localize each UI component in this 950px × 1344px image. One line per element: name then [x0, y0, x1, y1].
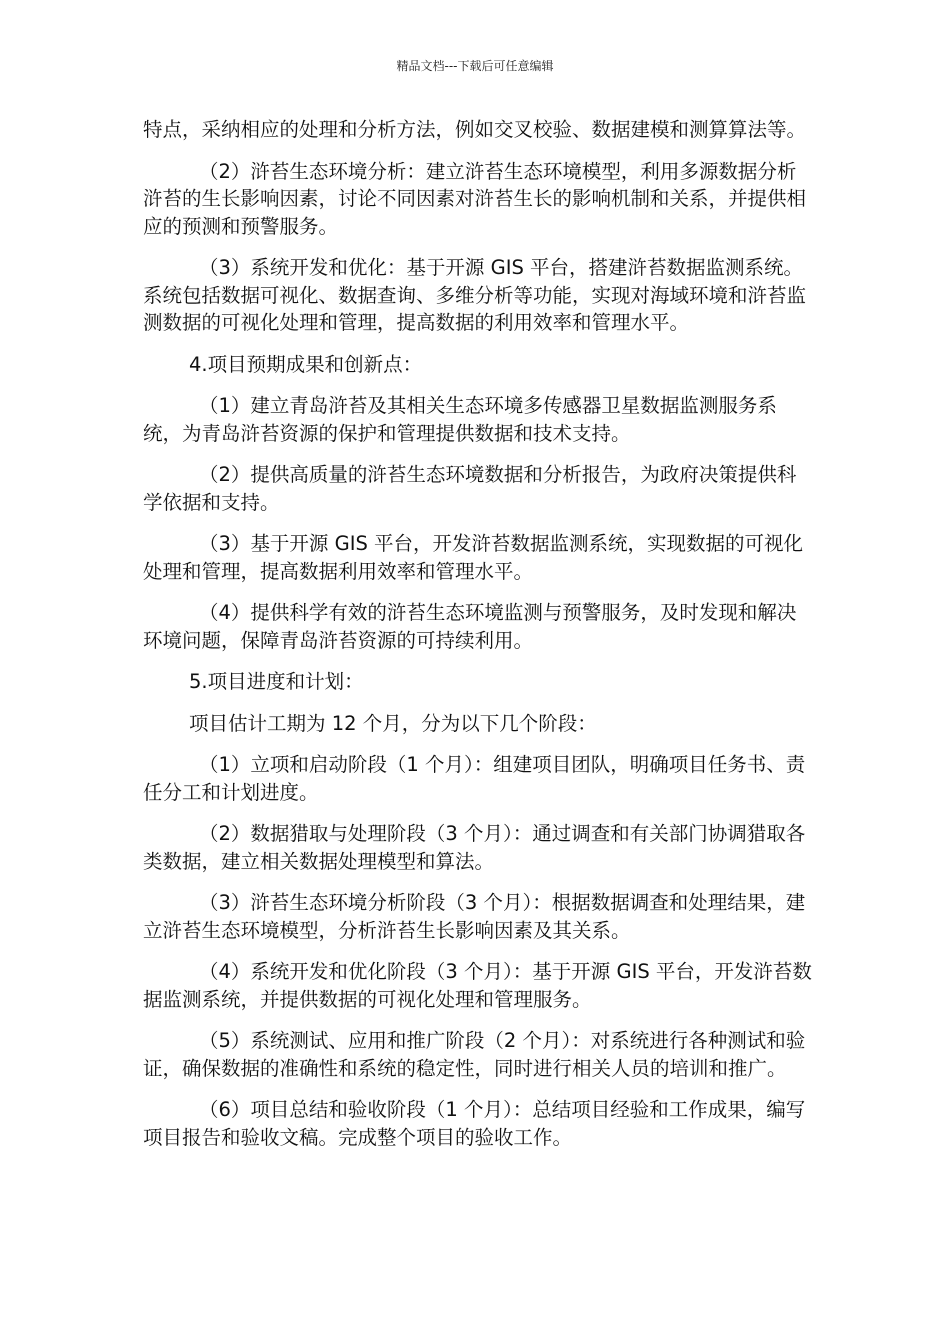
paragraph: （3）浒苔生态环境分析阶段（3 个月）：根据数据调查和处理结果，建立浒苔生态环境模型，分析浒苔生长影响因素及其关系。 — [143, 891, 806, 942]
paragraph: （2）浒苔生态环境分析：建立浒苔生态环境模型，利用多源数据分析浒苔的生长影响因素，讨论不同因素对浒苔生长的影响机制和关系，并提供相应的预测和预警服务。 — [143, 159, 807, 238]
paragraph: （1）建立青岛浒苔及其相关生态环境多传感器卫星数据监测服务系统，为青岛浒苔资源的保护和管理提供数据和技术支持。 — [143, 394, 777, 445]
paragraph: （3）基于开源 GIS 平台，开发浒苔数据监测系统，实现数据的可视化处理和管理，提高数据利用效率和管理水平。 — [143, 532, 804, 583]
document-body — [143, 116, 815, 1165]
paragraph: （2）数据猎取与处理阶段（3 个月）：通过调查和有关部门协调猎取各类数据，建立相关数据处理模型和算法。 — [143, 822, 806, 873]
paragraph: 特点，采纳相应的处理和分析方法，例如交叉校验、数据建模和测算算法等。 — [143, 118, 807, 141]
paragraph: （1）立项和启动阶段（1 个月）：组建项目团队，明确项目任务书、责任分工和计划进度。 — [143, 753, 806, 804]
section-heading: 5.项目进度和计划： — [189, 670, 364, 693]
paragraph: （4）系统开发和优化阶段（3 个月）：基于开源 GIS 平台，开发浒苔数据监测系统，并提供数据的可视化处理和管理服务。 — [143, 960, 812, 1011]
page-header: 精品文档---下载后可任意编辑 — [396, 59, 554, 73]
paragraph: （3）系统开发和优化：基于开源 GIS 平台，搭建浒苔数据监测系统。系统包括数据可视化、数据查询、多维分析等功能，实现对海域环境和浒苔监测数据的可视化处理和管理，提高数据的利用效率和管理水平。 — [143, 256, 807, 334]
paragraph: （2）提供高质量的浒苔生态环境数据和分析报告，为政府决策提供科学依据和支持。 — [143, 463, 797, 514]
paragraph: （5）系统测试、应用和推广阶段（2 个月）：对系统进行各种测试和验证，确保数据的准确性和系统的稳定性，同时进行相关人员的培训和推广。 — [143, 1029, 806, 1080]
section-heading: 4.项目预期成果和创新点： — [189, 352, 423, 376]
paragraph: （4）提供科学有效的浒苔生态环境监测与预警服务，及时发现和解决环境问题，保障青岛浒苔资源的可持续利用。 — [143, 601, 797, 652]
paragraph: 项目估计工期为 12 个月，分为以下几个阶段： — [189, 711, 597, 735]
paragraph: （6）项目总结和验收阶段（1 个月）：总结项目经验和工作成果，编写项目报告和验收文稿。完成整个项目的验收工作。 — [143, 1098, 806, 1149]
